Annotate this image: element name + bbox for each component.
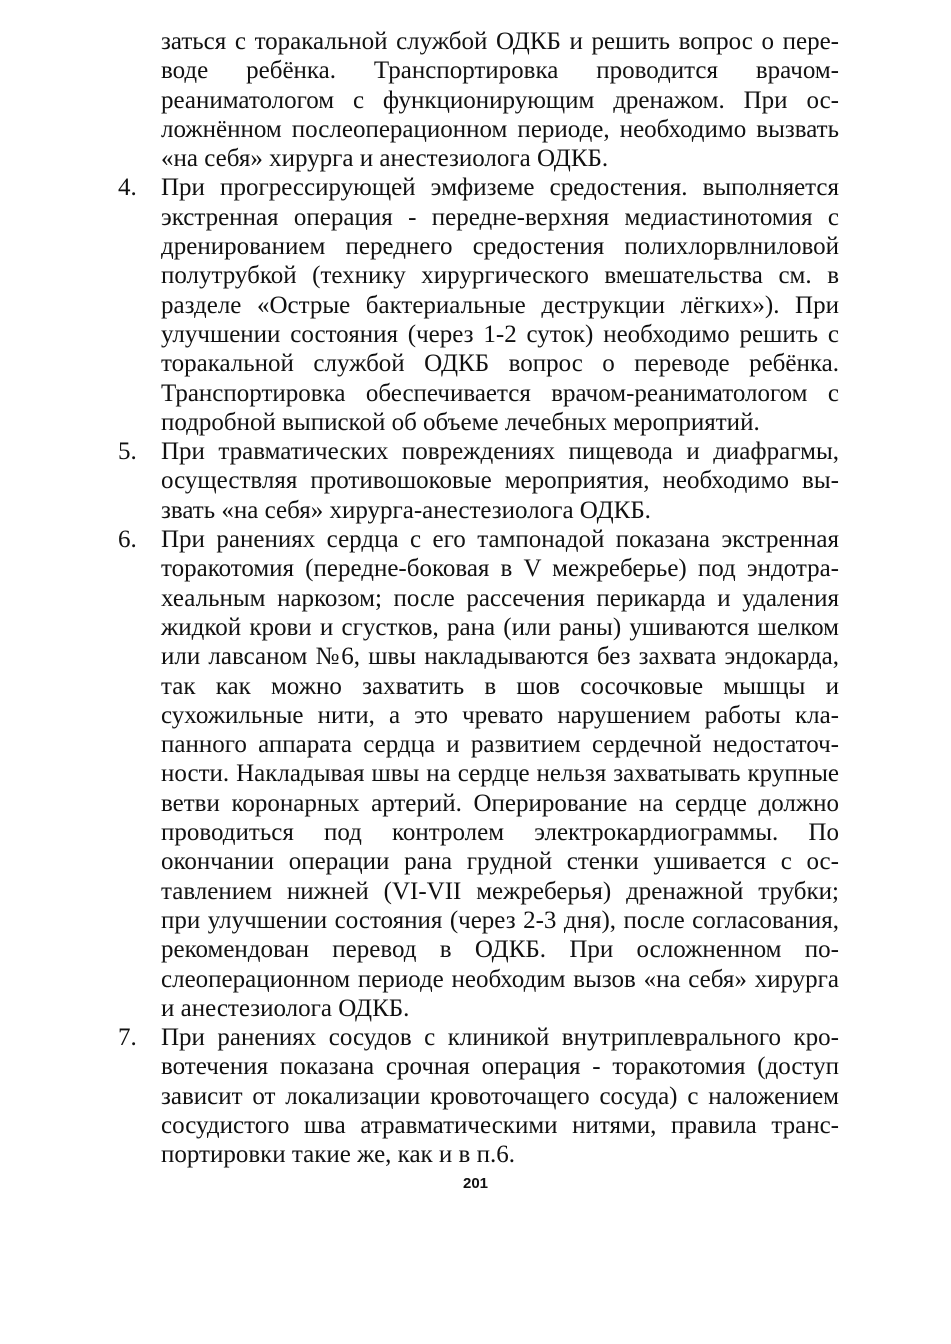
- list-item-7: [116, 1023, 839, 1169]
- list-item-text: При травматических повреждениях пищевода и диафрагмы, осуществляя противошоковые мероприятия, необходимо вызвать «на себя» хирурга-анестезиолога ОДКБ.: [161, 438, 839, 524]
- list-item-6: [116, 525, 839, 1023]
- list-item-number: 4.: [118, 174, 137, 202]
- body-text: [116, 27, 839, 1170]
- list-item-number: 6.: [118, 526, 137, 554]
- continuation-text: заться с торакальной службой ОДКБ и решить вопрос о переводе ребёнка. Транспортировка проводится врачом-реаниматологом с функционирующим дренажом. При осложнённом послеоперационном периоде, необходимо вызвать «на себя» хирурга и анестезиолога ОДКБ.: [161, 28, 839, 173]
- list-item-number: 7.: [118, 1024, 137, 1052]
- continuation-paragraph: [116, 27, 839, 173]
- page-number: 201: [462, 1175, 489, 1192]
- list-item-text: При прогрессирующей эмфиземе средостения. выполняется экстренная операция - передне-верхняя медиастинотомия с дренированием переднего средостения полихлорвлниловой полутрубкой (технику хирургического вмешательства см. в разделе «Острые бактериальные деструкции лёгких»). При улучшении состояния (через 1-2 суток) необходимо решить с торакальной службой ОДКБ вопрос о переводе ребёнка. Транспортировка обеспечивается врачом-реаниматологом с подробной выпиской об объеме лечебных мероприятий.: [161, 174, 839, 436]
- list-item-4: [116, 173, 839, 437]
- list-item-text: При ранениях сердца с его тампонадой показана экстренная торакотомия (передне-боковая в V межреберье) под эндотрахеальным наркозом; после рассечения перикарда и удаления жидкой крови и сгустков, рана (или раны) ушиваются шелком или лавсаном №6, швы накладываются без захвата эндокарда, так как можно захватить в шов сосочковые мышцы и сухожильные нити, а это чревато нарушением работы клапанного аппарата сердца и развитием сердечной недостаточности. Накладывая швы на сердце нельзя захватывать крупные ветви коронарных артерий. Оперирование на сердце должно проводиться под контролем электрокардиограммы. По окончании операции рана грудной стенки ушивается с оставлением нижней (VI-VII межреберья) дренажной трубки; при улучшении состояния (через 2-3 дня), после согласования, рекомендован перевод в ОДКБ. При осложненном послеоперационном периоде необходим вызов «на себя» хирурга и анестезиолога ОДКБ.: [161, 526, 839, 1022]
- list-item-5: [116, 437, 839, 525]
- list-item-text: При ранениях сосудов с клиникой внутриплеврального кровотечения показана срочная операция - торакотомия (доступ зависит от локализации кровоточащего сосуда) с наложением сосудистого шва атравматическими нитями, правила транспортировки такие же, как и в п.6.: [161, 1024, 839, 1169]
- list-item-number: 5.: [118, 438, 137, 466]
